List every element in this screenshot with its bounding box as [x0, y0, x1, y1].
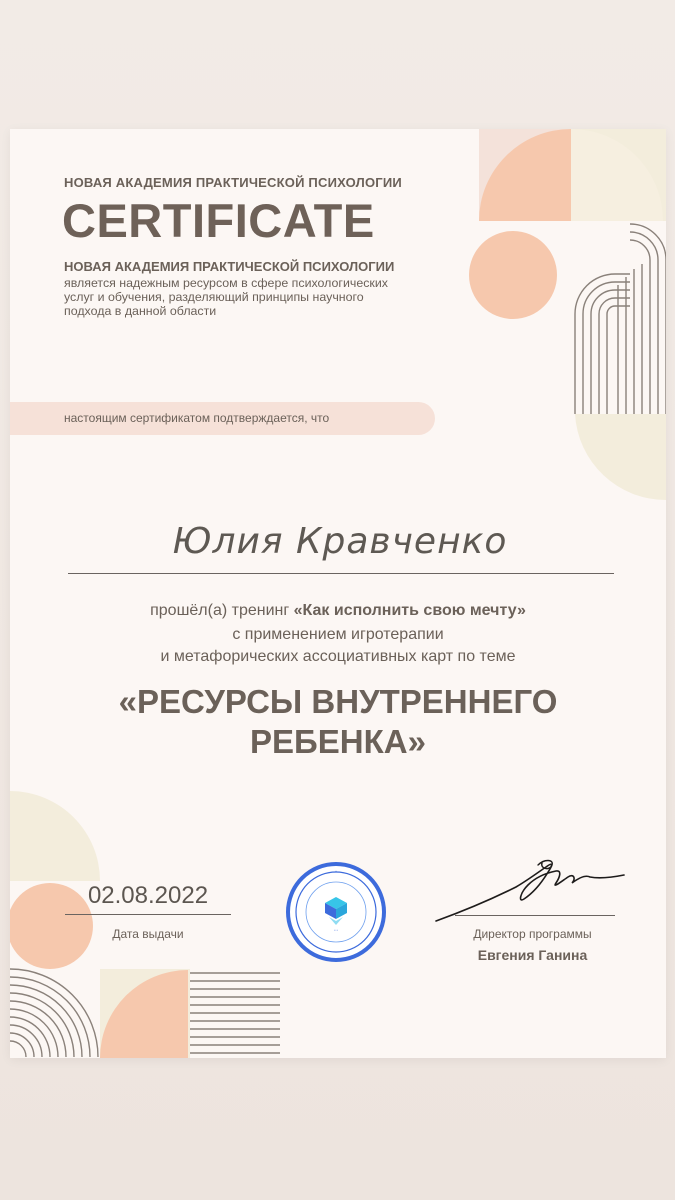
deco-circle-peach: [469, 231, 557, 319]
certificate: [10, 129, 666, 1058]
director-name: Евгения Ганина: [477, 947, 588, 963]
academy-seal-icon: [285, 861, 387, 963]
director-label: Директор программы: [473, 927, 592, 941]
certificate-title: CERTIFICATE: [62, 194, 375, 247]
confirm-text: настоящим сертификатом подтверждается, что: [64, 411, 330, 425]
deco-quarter-cream-bl: [10, 791, 100, 881]
recipient-underline: [68, 573, 614, 574]
method-line: с применением игротерапии: [232, 626, 444, 643]
deco-arch-stripes: [575, 224, 666, 414]
svg-text:• • •: • • •: [333, 929, 339, 932]
training-prefix: прошёл(а) тренинг: [150, 602, 294, 619]
theme-line-1: «РЕСУРСЫ ВНУТРЕННЕГО: [118, 683, 558, 720]
training-line: [10, 602, 666, 620]
deco-quarter-cream-2: [575, 414, 666, 500]
recipient-name: Юлия Кравченко: [172, 521, 508, 562]
organization-name: НОВАЯ АКАДЕМИЯ ПРАКТИЧЕСКОЙ ПСИХОЛОГИИ: [64, 175, 402, 190]
theme-line-2: РЕБЕНКА»: [250, 723, 426, 760]
issue-date-underline: [65, 914, 231, 915]
topic-line: и метафорических ассоциативных карт по теме: [160, 648, 516, 665]
organization-name-repeat: НОВАЯ АКАДЕМИЯ ПРАКТИЧЕСКОЙ ПСИХОЛОГИИ: [64, 259, 395, 274]
training-name: «Как исполнить свою мечту»: [293, 602, 526, 619]
issue-date-label: Дата выдачи: [112, 927, 184, 941]
svg-text:•: •: [335, 869, 337, 873]
deco-stripes-bl: [10, 969, 98, 1057]
issue-date: 02.08.2022: [87, 882, 209, 909]
deco-hlines-bl: [190, 973, 280, 1053]
organization-description: является надежным ресурсом в сфере психологических услуг и обучения, разделяющий принципы научного подхода в данной области: [64, 276, 388, 318]
director-underline: [455, 915, 615, 916]
theme-title: [10, 682, 666, 762]
